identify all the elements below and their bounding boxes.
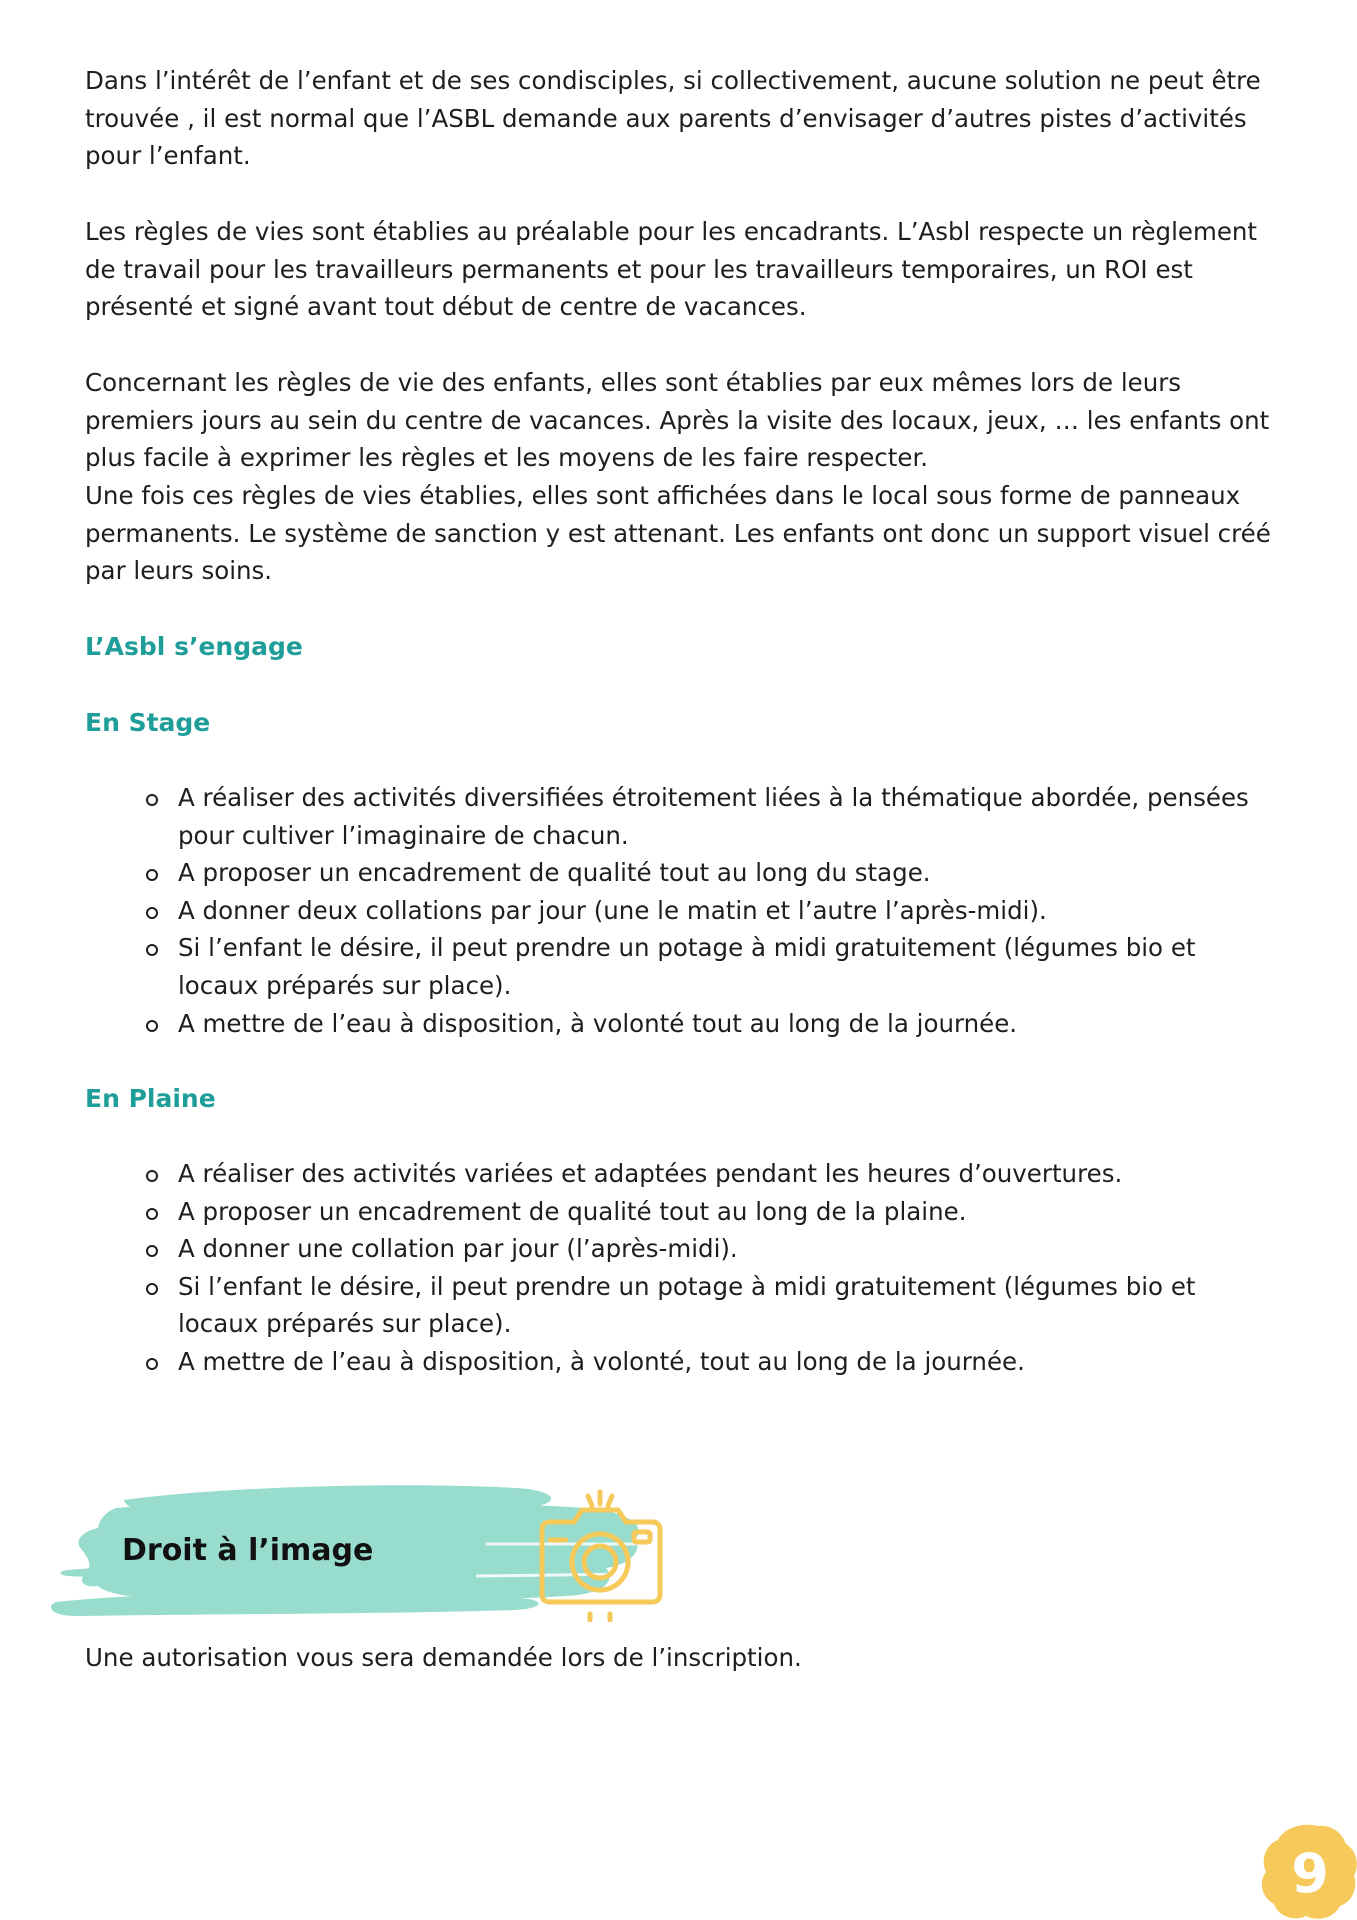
paragraph-rules-display: Une fois ces règles de vies établies, elles sont affichées dans le local sous forme de panneaux permanents. Le système de sanction y est attenant. Les enfants ont donc un support visuel créé par leurs soins. xyxy=(85,481,1271,586)
paragraph-staff-rules: Les règles de vies sont établies au préalable pour les encadrants. L’Asbl respecte un règlement de travail pour les travailleurs permanents et pour les travailleurs temporaires, un ROI est présenté et signé avant tout début de centre de vacances. xyxy=(85,217,1258,322)
bullet-circle-icon xyxy=(146,1208,158,1220)
heading-engagement: L’Asbl s’engage xyxy=(85,632,303,661)
page-number: 9 xyxy=(1291,1842,1329,1905)
bullet-circle-icon xyxy=(146,869,158,881)
banner-title: Droit à l’image xyxy=(122,1533,374,1568)
list-item: A mettre de l’eau à disposition, à volonté, tout au long de la journée. xyxy=(0,1343,1280,1381)
page-number-badge xyxy=(1258,1822,1357,1920)
bullet-circle-icon xyxy=(146,944,158,956)
heading-stage: En Stage xyxy=(85,708,211,737)
plaine-list xyxy=(0,1155,1280,1381)
paragraph-children-rules: Concernant les règles de vie des enfants, elles sont établies par eux mêmes lors de leurs premiers jours au sein du centre de vacances. Après la visite des locaux, jeux, … les enfants ont plus facile à exprimer les règles et les moyens de les faire respecter. xyxy=(85,368,1270,473)
bullet-circle-icon xyxy=(146,1170,158,1182)
paragraph-exclusion: Dans l’intérêt de l’enfant et de ses condisciples, si collectivement, aucune solution ne peut être trouvée , il est normal que l’ASBL demande aux parents d’envisager d’autres pistes d’activités pour l’enfant. xyxy=(85,66,1261,171)
list-item: A donner une collation par jour (l’après-midi). xyxy=(0,1230,1280,1268)
bullet-circle-icon xyxy=(146,907,158,919)
list-item: A réaliser des activités diversifiées étroitement liées à la thématique abordée, pensées pour cultiver l’imaginaire de chacun. xyxy=(0,779,1280,854)
bullet-circle-icon xyxy=(146,794,158,806)
list-item: A réaliser des activités variées et adaptées pendant les heures d’ouvertures. xyxy=(0,1155,1280,1193)
image-rights-text: Une autorisation vous sera demandée lors de l’inscription. xyxy=(85,1643,802,1672)
list-item: A mettre de l’eau à disposition, à volonté tout au long de la journée. xyxy=(0,1005,1280,1043)
heading-plaine: En Plaine xyxy=(85,1084,216,1113)
list-item: A donner deux collations par jour (une le matin et l’autre l’après-midi). xyxy=(0,892,1280,930)
list-item: A proposer un encadrement de qualité tout au long de la plaine. xyxy=(0,1193,1280,1231)
list-item: Si l’enfant le désire, il peut prendre un potage à midi gratuitement (légumes bio et locaux préparés sur place). xyxy=(0,1268,1280,1343)
bullet-circle-icon xyxy=(146,1283,158,1295)
camera-icon xyxy=(530,1482,670,1622)
bullet-circle-icon xyxy=(146,1020,158,1032)
list-item: Si l’enfant le désire, il peut prendre un potage à midi gratuitement (légumes bio et locaux préparés sur place). xyxy=(0,929,1280,1004)
bullet-circle-icon xyxy=(146,1245,158,1257)
list-item: A proposer un encadrement de qualité tout au long du stage. xyxy=(0,854,1280,892)
stage-list xyxy=(0,779,1280,1042)
bullet-circle-icon xyxy=(146,1358,158,1370)
